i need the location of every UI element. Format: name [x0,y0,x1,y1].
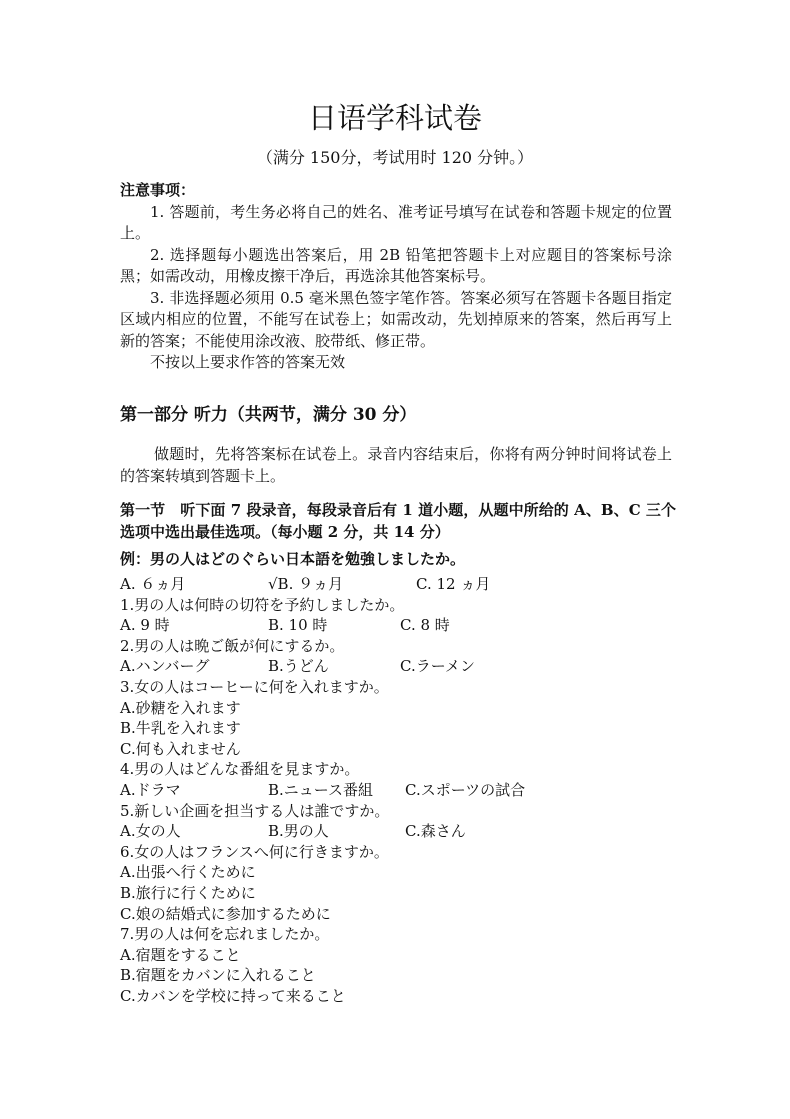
example-options [120,574,680,595]
option-b: B.牛乳を入れます [120,719,241,738]
question-text: 4.男の人はどんな番組を見ますか。 [120,760,360,779]
option-c: C.森さん [405,822,466,841]
notes-block [120,180,672,374]
option-a: A.ハンバーグ [120,657,210,676]
option-b: B. 10 時 [268,616,328,635]
option-b: √B. ９ヵ月 [268,575,344,593]
option-c: C.何も入れません [120,739,241,758]
option-a: A.ドラマ [120,780,181,799]
section1-heading: 第一部分 听力（共两节，满分 30 分） [120,405,417,425]
section1-intro: 做题时，先将答案标在试卷上。录音内容结束后，你将有两分钟时间将试卷上的答案转填到答题卡上。 [120,445,672,485]
question-options [120,656,680,677]
notes-heading: 注意事项： [120,181,196,199]
question-list [120,574,680,1006]
option-a: A.宿題をすること [120,945,241,964]
notes-item: 1. 答题前，考生务必将自己的姓名、准考证号填写在试卷和答题卡规定的位置上。 [120,202,672,242]
part1-heading: 第一节 听下面 7 段录音，每段录音后有 1 道小题，从题中所给的 A、B、C 三个选项中选出最佳选项。（每小题 2 分，共 14 分） [120,501,676,541]
question-text: 6.女の人はフランスへ何に行きますか。 [120,842,389,861]
option-a: A.女の人 [120,822,181,841]
option-a: A. 9 時 [120,616,170,635]
notes-item: 不按以上要求作答的答案无效 [150,353,346,371]
notes-item: 3. 非选择题必须用 0.5 毫米黑色签字笔作答。答案必须写在答题卡各题目指定区域内相应的位置，不能写在试卷上；如需改动，先划掉原来的答案，然后再写上新的答案；不能使用涂改液、胶带纸、修正带。 [120,288,672,350]
option-c: C.娘の結婚式に参加するために [120,904,331,923]
option-c: C.ラーメン [400,657,475,676]
option-c: C. 8 時 [400,616,450,635]
option-b: B.旅行に行くために [120,883,256,902]
notes-item: 2. 选择题每小题选出答案后，用 2B 铅笔把答题卡上对应题目的答案标号涂黑；如需改动，用橡皮擦干净后，再选涂其他答案标号。 [120,245,672,285]
question-text: 1.男の人は何時の切符を予約しましたか。 [120,595,405,614]
option-c: C.カバンを学校に持って来ること [120,986,346,1005]
question-options [120,821,680,842]
question-text: 3.女の人はコーヒーに何を入れますか。 [120,677,389,696]
option-b: B.ニュース番組 [268,780,374,799]
option-b: B.宿題をカバンに入れること [120,966,316,985]
option-a: A.出張へ行くために [120,863,256,882]
option-c: C.スポーツの試合 [405,780,526,799]
option-b: B.男の人 [268,822,329,841]
page-subtitle: （满分 150分，考试用时 120 分钟。） [256,148,534,167]
question-text: 7.男の人は何を忘れましたか。 [120,925,330,944]
question-text: 2.男の人は晩ご飯が何にするか。 [120,636,345,655]
question-options [120,780,680,801]
question-options [120,615,680,636]
example-question: 例：男の人はどのぐらい日本語を勉強しましたか。 [120,550,466,568]
page-title: 日语学科试卷 [307,101,482,135]
question-text: 5.新しい企画を担当する人は誰ですか。 [120,801,390,820]
option-a: A.砂糖を入れます [120,698,241,717]
option-a: A. ６ヵ月 [120,575,186,593]
option-c: C. 12 ヵ月 [416,575,491,593]
option-b: B.うどん [268,657,329,676]
